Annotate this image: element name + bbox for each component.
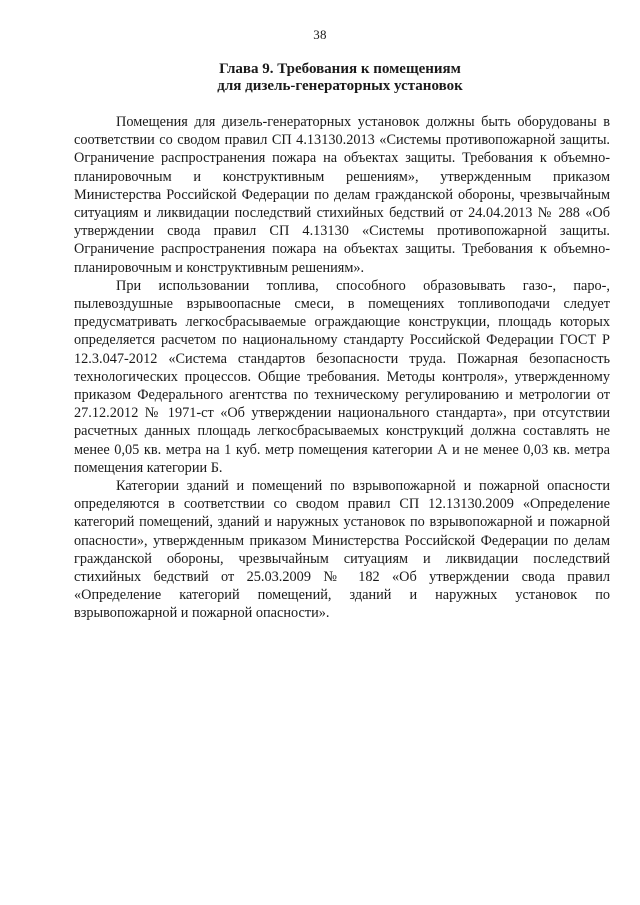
chapter-body (74, 113, 610, 623)
paragraph: Категории зданий и помещений по взрывопожарной и пожарной опасности определяются в соответствии со сводом правил СП 12.13130.2009 «Определение категорий помещений, зданий и наружных установок по взрывопожарной и пожарной опасности», утвержденным приказом Министерства Российской Федерации по делам гражданской обороны, чрезвычайным ситуациям и ликвидации последствий стихийных бедствий от 25.03.2009 № 182 «Об утверждении свода правил «Определение категорий помещений, зданий и наружных установок по взрывопожарной и пожарной опасности». (74, 478, 610, 622)
paragraph: Помещения для дизель-генераторных установок должны быть оборудованы в соответствии со сводом правил СП 4.13130.2013 «Системы противопожарной защиты. Ограничение распространения пожара на объектах защиты. Требования к объемно-планировочным и конструктивным решениям», утвержденным приказом Министерства Российской Федерации по делам гражданской обороны, чрезвычайным ситуациям и ликвидации последствий стихийных бедствий от 24.04.2013 № 288 «Об утверждении свода правил СП 4.13130 «Системы противопожарной защиты. Ограничение распространения пожара на объектах защиты. Требования к объемно-планировочным и конструктивным решениям». (74, 114, 610, 276)
chapter-title-line-1: Глава 9. Требования к помещениям (219, 61, 461, 77)
paragraph: При использовании топлива, способного образовывать газо-, паро-, пылевоздушные взрывоопасные смеси, в помещениях топливоподачи следует предусматривать легкосбрасываемые ограждающие конструкции, площадь которых определяется расчетом по национальному стандарту Российской Федерации ГОСТ Р 12.3.047-2012 «Система стандартов безопасности труда. Пожарная безопасность технологических процессов. Общие требования. Методы контроля», утвержденному приказом Федерального агентства по техническому регулированию и метрологии от 27.12.2012 № 1971-ст «Об утверждении национального стандарта», при отсутствии расчетных данных площадь легкосбрасываемых конструкций должна составлять не менее 0,05 кв. метра на 1 куб. метр помещения категории А и не менее 0,03 кв. метра помещения категории Б. (74, 277, 610, 476)
page-number: 38 (313, 27, 327, 42)
chapter-title-line-2: для дизель-генераторных установок (217, 78, 463, 94)
chapter-title (190, 61, 490, 95)
